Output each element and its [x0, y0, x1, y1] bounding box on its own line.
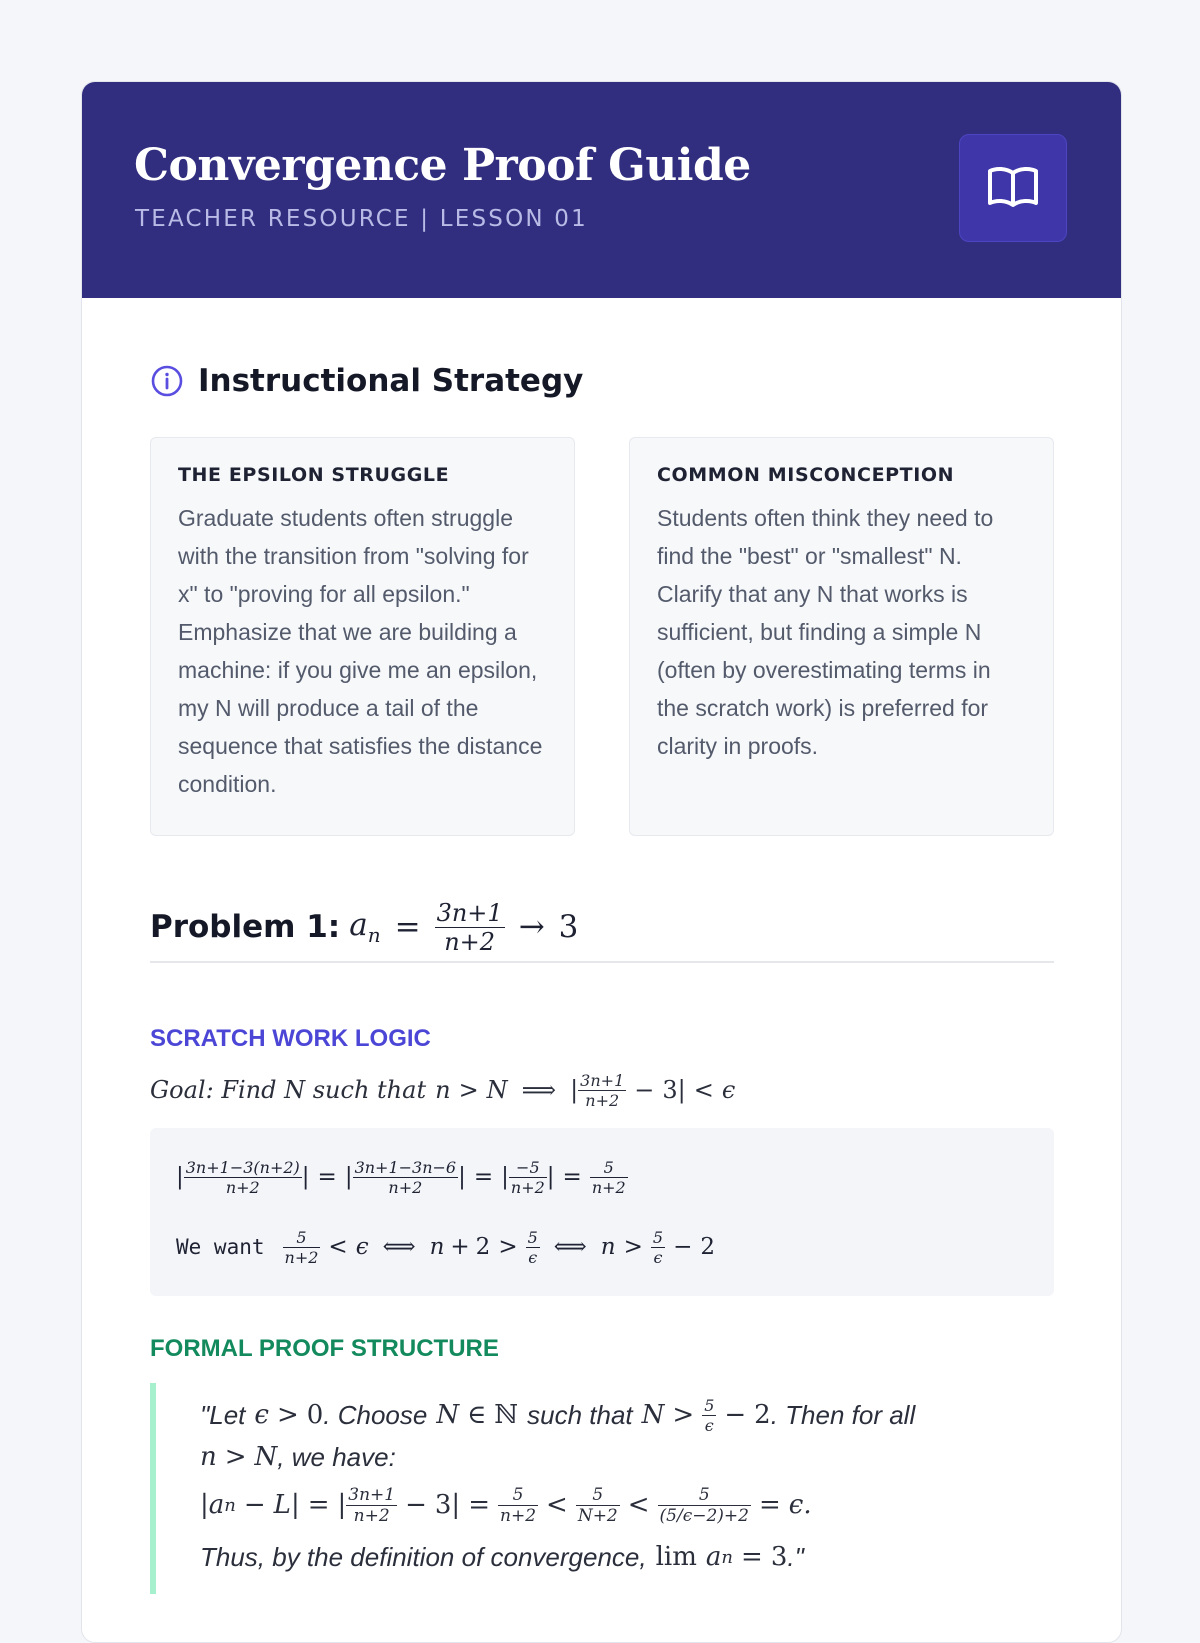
guide-card [81, 81, 1122, 1643]
strategy-title: Instructional Strategy [198, 363, 584, 399]
tip-card-epsilon [150, 437, 575, 836]
we-want-text: We want [176, 1235, 265, 1259]
tip-body: Graduate students often struggle with the transition from "solving for x" to "proving for all epsilon." Emphasize that we are building a machine: if you give me an epsilon, my N will produce a tail of the sequence that satisfies the distance condition. [178, 505, 543, 797]
info-icon [150, 364, 184, 398]
book-open-icon [987, 165, 1039, 211]
goal-text: Goal: Find N such that [150, 1076, 427, 1104]
proof-line-1: "Let ϵ > 0 . Choose N ∈ ℕ such that N > $\frac{5}{\epsilon}$ − 2 . Then for all [200, 1395, 916, 1435]
proof-line-2: n > N , we have: [200, 1441, 396, 1472]
sequence-fraction: $\frac{3n+1}{n+2}$ [436, 898, 503, 956]
proof-line-4: Thus, by the definition of convergence, lim a n = 3 ." [200, 1541, 804, 1572]
formal-proof-block [150, 1383, 1054, 1594]
problem-label: Problem 1: [150, 909, 341, 945]
page-subtitle: TEACHER RESOURCE | LESSON 01 [135, 206, 588, 232]
limit-value: 3 [558, 909, 579, 945]
sequence-term: $a_n$ [349, 906, 381, 948]
proof-line-3: | a n − L | = | $\frac{3n+1}{n+2}$ − 3| = $\frac{5}{n+2}$ < $\frac{5}{N+2}$ < $\frac{5}{(5/\epsilon-2)+2}$ = ϵ. [200, 1484, 812, 1526]
page-title: Convergence Proof Guide [134, 140, 751, 191]
formal-proof-label: FORMAL PROOF STRUCTURE [150, 1335, 499, 1362]
tip-title: THE EPSILON STRUGGLE [178, 464, 450, 486]
tip-card-misconception [629, 437, 1054, 836]
header [82, 82, 1121, 298]
scratch-work-box [150, 1128, 1054, 1296]
scratch-inequality: We want $\frac{5}{n+2}$ < ϵ ⟺ n + 2 > $\frac{5}{\epsilon}$ ⟺ n > $\frac{5}{\epsilon}$ − 2 [176, 1227, 715, 1267]
scratch-label: SCRATCH WORK LOGIC [150, 1025, 431, 1052]
problem-title: Problem 1: $a_n$ = $\frac{3n+1}{n+2}$ → 3 [150, 893, 1054, 963]
tip-body: Students often think they need to find the "best" or "smallest" N. Clarify that any N that works is sufficient, but finding a simple N (often by overestimating terms in the scratch work) is preferred for clarity in proofs. [657, 505, 994, 759]
scratch-simplification: | $\frac{3n+1-3(n+2)}{n+2}$ | = | $\frac{3n+1-3n-6}{n+2}$ | = | $\frac{-5}{n+2}$ | = $\frac{5}{n+2}$ [176, 1157, 626, 1197]
strategy-heading [150, 361, 583, 401]
tip-title: COMMON MISCONCEPTION [657, 464, 955, 486]
goal-statement: Goal: Find N such that n > N ⟹ | $\frac{3n+1}{n+2}$ − 3| < ϵ [150, 1070, 736, 1110]
book-open-button[interactable] [959, 134, 1067, 242]
